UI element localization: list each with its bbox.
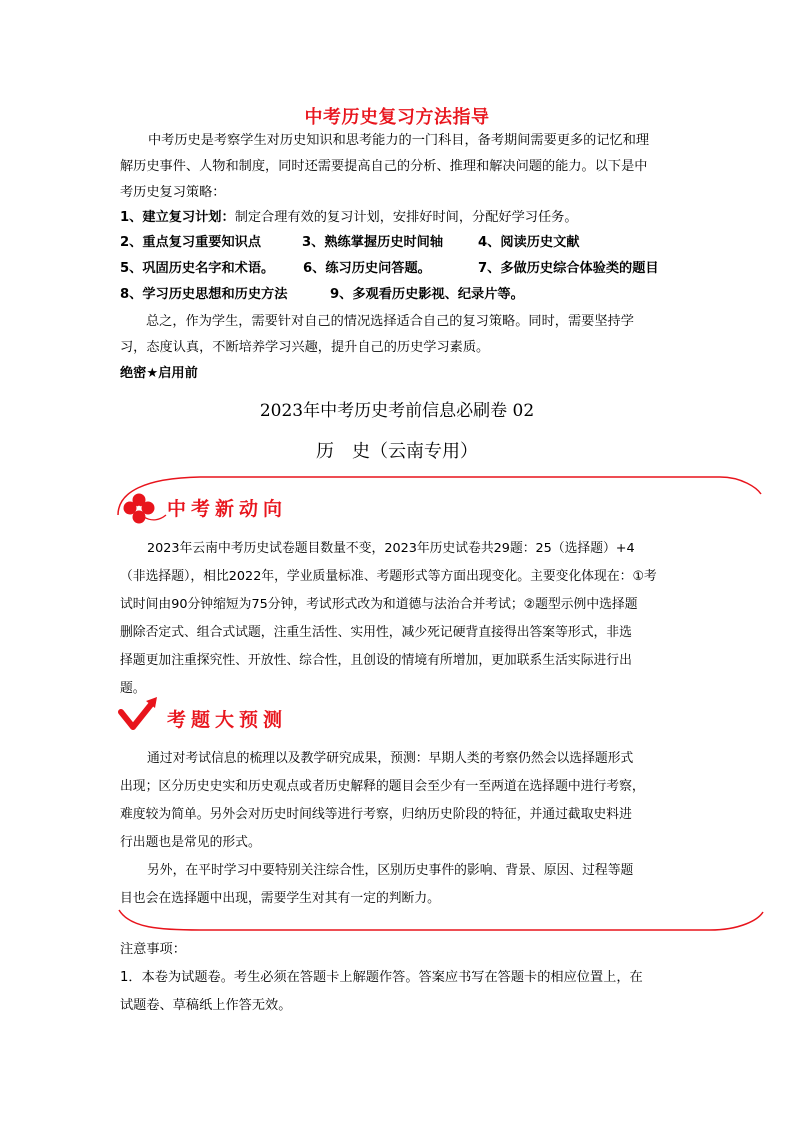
prediction-line-5: 另外，在平时学习中要特别关注综合性，区别历史事件的影响、背景、原因、过程等题 <box>147 863 634 878</box>
strategy-item-9: 9、多观看历史影视、纪录片等。 <box>330 287 524 302</box>
prediction-line-2: 出现；区分历史史实和历史观点或者历史解释的题目会至少有一至两道在选择题中进行考察， <box>120 779 645 794</box>
intro-line-3: 考历史复习策略： <box>120 185 226 200</box>
trends-line-4: 删除否定式、组合式试题，注重生活性、实用性，减少死记硬背直接得出答案等形式，非选 <box>120 625 632 640</box>
notes-line-1: 1．本卷为试题卷。考生必须在答题卡上解题作答。答案应书写在答题卡的相应位置上，在 <box>120 970 643 985</box>
section-heading-new-trends: 中考新动向 <box>167 498 288 520</box>
strategy-item-8: 8、学习历史思想和历史方法 <box>120 287 288 302</box>
strategy-item-1-label: 1、建立复习计划： <box>120 210 235 225</box>
summary-line-1: 总之，作为学生，需要针对自己的情况选择适合自己的复习策略。同时，需要坚持学 <box>146 314 634 329</box>
prediction-line-4: 行出题也是常见的形式。 <box>120 835 261 850</box>
intro-line-1: 中考历史是考察学生对历史知识和思考能力的一门科目，备考期间需要更多的记忆和理 <box>148 133 650 148</box>
notes-line-2: 试题卷、草稿纸上作答无效。 <box>120 998 292 1013</box>
strategy-item-5: 5、巩固历史名字和术语。 <box>120 261 275 276</box>
trends-line-6: 题。 <box>120 681 146 696</box>
secret-label: 绝密★启用前 <box>120 366 198 381</box>
summary-line-2: 习，态度认真，不断培养学习兴趣，提升自己的历史学习素质。 <box>120 340 490 355</box>
exam-title: 2023年中考历史考前信息必刷卷 02 <box>259 401 535 421</box>
trends-line-1: 2023年云南中考历史试卷题目数量不变，2023年历史试卷共29题：25（选择题）+4 <box>147 541 635 556</box>
trends-line-5: 择题更加注重探究性、开放性、综合性，且创设的情境有所增加，更加联系生活实际进行出 <box>120 653 632 668</box>
strategy-item-7: 7、多做历史综合体验类的题目 <box>478 261 659 276</box>
trends-line-2: （非选择题），相比2022年，学业质量标准、考题形式等方面出现变化。主要变化体现在：①考 <box>120 569 657 584</box>
intro-line-2: 解历史事件、人物和制度，同时还需要提高自己的分析、推理和解决问题的能力。以下是中 <box>120 159 648 174</box>
strategy-item-6: 6、练习历史问答题。 <box>303 261 431 276</box>
strategy-item-1-text: 制定合理有效的复习计划，安排好时间，分配好学习任务。 <box>234 210 578 225</box>
prediction-line-3: 难度较为简单。另外会对历史时间线等进行考察，归纳历史阶段的特征，并通过截取史料进 <box>120 807 632 822</box>
prediction-line-6: 目也会在选择题中出现，需要学生对其有一定的判断力。 <box>120 891 440 906</box>
prediction-line-1: 通过对考试信息的梳理以及教学研究成果，预测：早期人类的考察仍然会以选择题形式 <box>147 751 634 766</box>
subject-title: 历 史（云南专用） <box>316 441 478 462</box>
strategy-item-1 <box>120 205 578 231</box>
guide-title: 中考历史复习方法指导 <box>304 107 490 128</box>
section-heading-predictions: 考题大预测 <box>167 709 288 731</box>
strategy-item-4: 4、阅读历史文献 <box>478 235 580 250</box>
strategy-item-3: 3、熟练掌握历史时间轴 <box>302 235 444 250</box>
strategy-item-2: 2、重点复习重要知识点 <box>120 235 262 250</box>
notes-title: 注意事项： <box>120 942 186 957</box>
trends-line-3: 试时间由90分钟缩短为75分钟，考试形式改为和道德与法治合并考试；②题型示例中选择题 <box>120 597 638 612</box>
